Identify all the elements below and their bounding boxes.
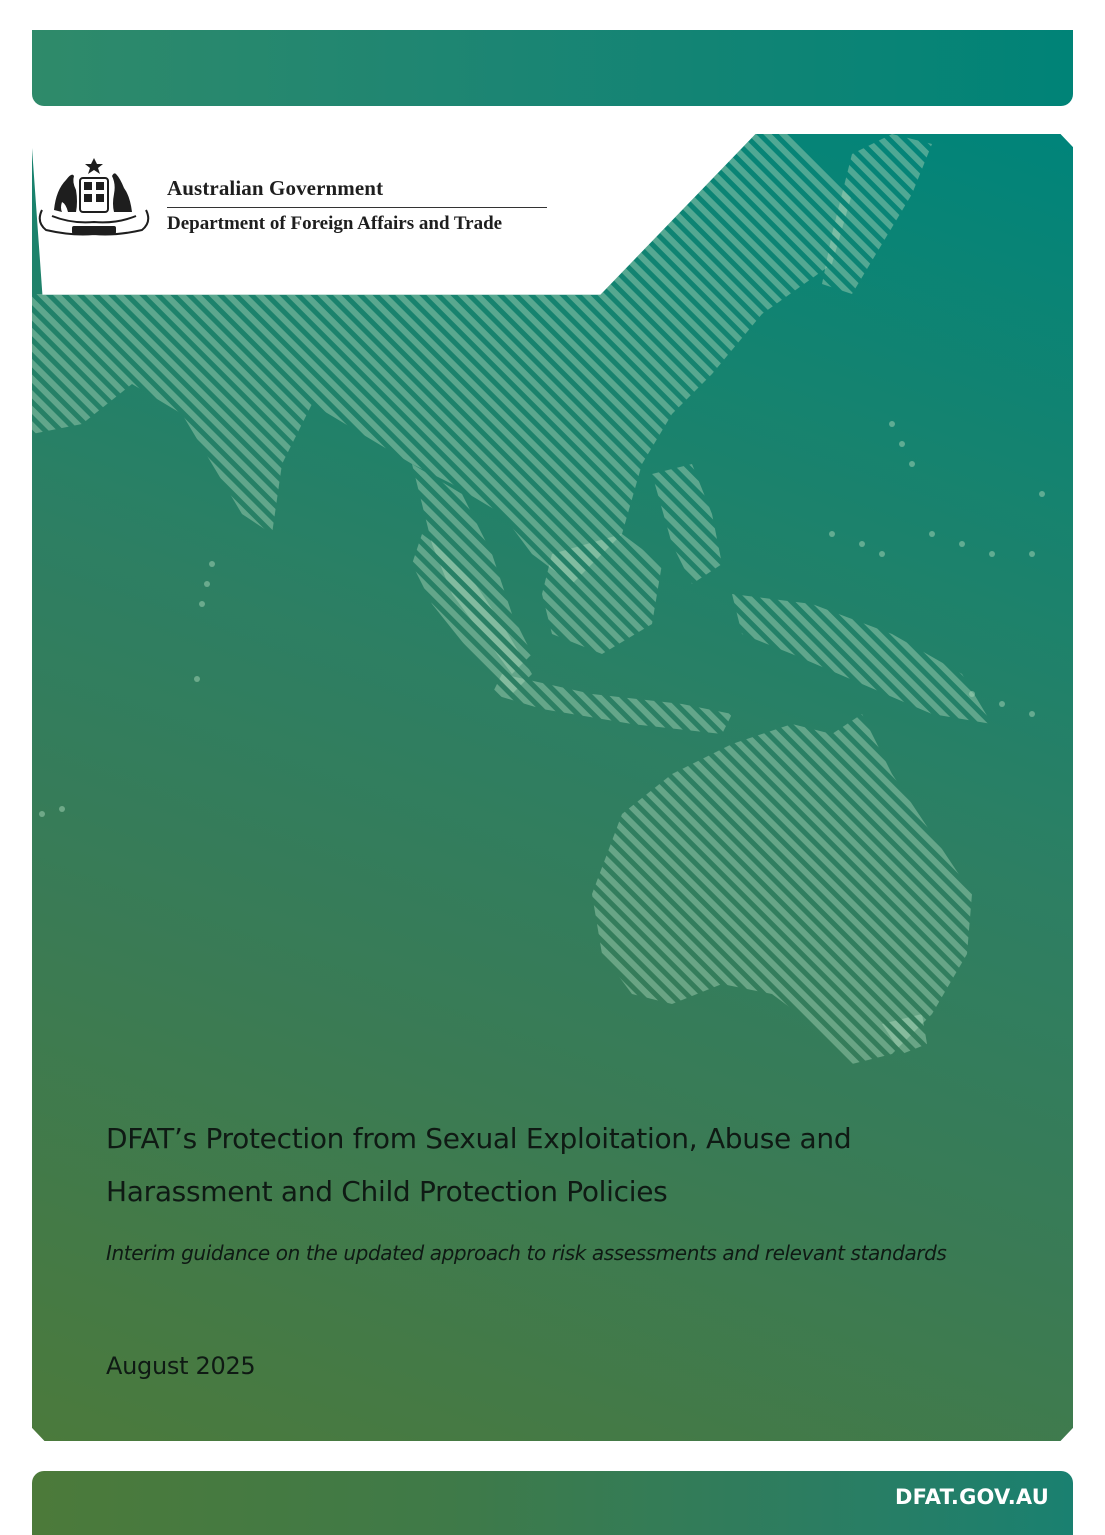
- government-name: Australian Government: [167, 176, 384, 200]
- document-date: August 2025: [106, 1352, 256, 1380]
- header-divider: [167, 207, 547, 208]
- document-title-line-2: Harassment and Child Protection Policies: [106, 1175, 668, 1208]
- document-title: [106, 1112, 1006, 1218]
- coat-of-arms-icon: [32, 150, 156, 242]
- top-decorative-band: [32, 30, 1073, 106]
- document-subtitle: Interim guidance on the updated approach to risk assessments and relevant standards: [106, 1241, 947, 1265]
- document-title-line-1: DFAT’s Protection from Sexual Exploitation, Abuse and: [106, 1122, 852, 1155]
- department-name: Department of Foreign Affairs and Trade: [167, 213, 503, 234]
- website-link[interactable]: DFAT.GOV.AU: [894, 1485, 1049, 1509]
- footer-band: [32, 1471, 1073, 1535]
